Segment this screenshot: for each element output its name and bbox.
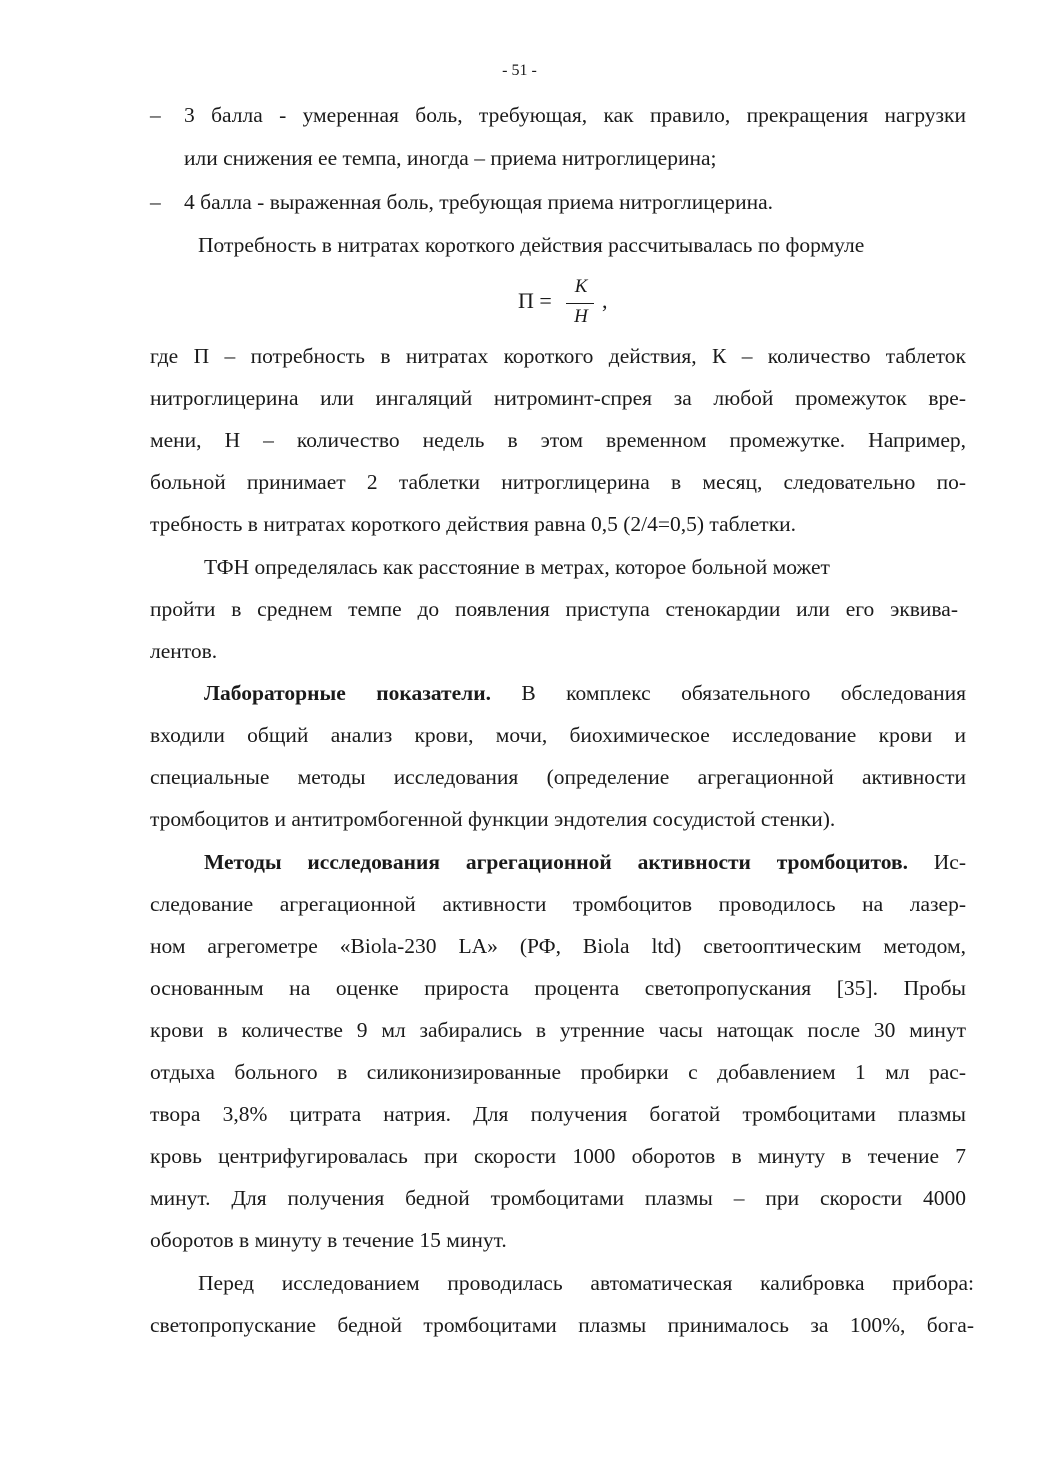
section-heading-methods: Методы исследования агрегационной активности тромбоцитов. bbox=[204, 850, 908, 874]
para-methods-line-5: крови в количестве 9 мл забирались в утренние часы натощак после 30 минут bbox=[150, 1018, 966, 1042]
bullet-1-line-2: или снижения ее темпа, иногда – приема нитроглицерина; bbox=[184, 146, 717, 170]
bullet-dash: – bbox=[150, 190, 161, 214]
formula-comma: , bbox=[602, 288, 608, 313]
formula bbox=[518, 276, 628, 336]
bullet-dash: – bbox=[150, 103, 161, 127]
para-where-line-2: нитроглицерина или ингаляций нитроминт-спрея за любой промежуток вре- bbox=[150, 386, 966, 410]
para-lab-line-2: входили общий анализ крови, мочи, биохимическое исследование крови и bbox=[150, 723, 966, 747]
para-methods-line-3: ном агрегометре «Biola-230 LA» (РФ, Biola ltd) светооптическим методом, bbox=[150, 934, 966, 958]
formula-intro: Потребность в нитратах короткого действия рассчитывалась по формуле bbox=[198, 233, 865, 257]
para-where-line-1: где П – потребность в нитратах короткого действия, К – количество таблеток bbox=[150, 344, 966, 368]
para-where-line-5: требность в нитратах короткого действия равна 0,5 (2/4=0,5) таблетки. bbox=[150, 512, 797, 536]
bullet-2-line-1: 4 балла - выраженная боль, требующая приема нитроглицерина. bbox=[184, 190, 774, 214]
para-methods-line-2: следование агрегационной активности тромбоцитов проводилось на лазер- bbox=[150, 892, 966, 916]
para-calib-line-2: светопропускание бедной тромбоцитами плазмы принималось за 100%, бога- bbox=[150, 1313, 974, 1337]
formula-lhs: П = bbox=[518, 288, 552, 313]
para-methods-line-7: твора 3,8% цитрата натрия. Для получения богатой тромбоцитами плазмы bbox=[150, 1102, 966, 1126]
para-calib-line-1: Перед исследованием проводилась автоматическая калибровка прибора: bbox=[198, 1271, 974, 1295]
formula-denominator: Н bbox=[574, 306, 588, 327]
fraction-bar bbox=[566, 303, 594, 304]
para-where-line-3: мени, Н – количество недель в этом временном промежутке. Например, bbox=[150, 428, 966, 452]
para-lab-line-3: специальные методы исследования (определение агрегационной активности bbox=[150, 765, 966, 789]
para-methods-line-8: кровь центрифугировалась при скорости 1000 оборотов в минуту в течение 7 bbox=[150, 1144, 966, 1168]
section-heading-lab: Лабораторные показатели. bbox=[204, 681, 491, 705]
para-lab-line-4: тромбоцитов и антитромбогенной функции эндотелия сосудистой стенки). bbox=[150, 807, 836, 831]
para-tfn-line-1: ТФН определялась как расстояние в метрах, которое больной может bbox=[204, 555, 830, 579]
bullet-1-line-1: 3 балла - умеренная боль, требующая, как правило, прекращения нагрузки bbox=[184, 103, 966, 127]
para-methods-line-9: минут. Для получения бедной тромбоцитами плазмы – при скорости 4000 bbox=[150, 1186, 966, 1210]
para-methods-line-1: Методы исследования агрегационной активности тромбоцитов. Ис- bbox=[204, 850, 966, 874]
para-methods-line-6: отдыха больного в силиконизированные пробирки с добавлением 1 мл рас- bbox=[150, 1060, 966, 1084]
para-lab-line-1: Лабораторные показатели. В комплекс обязательного обследования bbox=[204, 681, 967, 705]
formula-numerator: К bbox=[574, 276, 588, 297]
para-methods-line-4: основанным на оценке прироста процента светопропускания [35]. Пробы bbox=[150, 976, 966, 1000]
para-tfn-line-3: лентов. bbox=[150, 639, 218, 663]
para-tfn-line-2: пройти в среднем темпе до появления приступа стенокардии или его эквива- bbox=[150, 597, 958, 621]
para-methods-line-10: оборотов в минуту в течение 15 минут. bbox=[150, 1228, 507, 1252]
page-number: - 51 - bbox=[502, 62, 537, 79]
para-where-line-4: больной принимает 2 таблетки нитроглицерина в месяц, следовательно по- bbox=[150, 470, 966, 494]
